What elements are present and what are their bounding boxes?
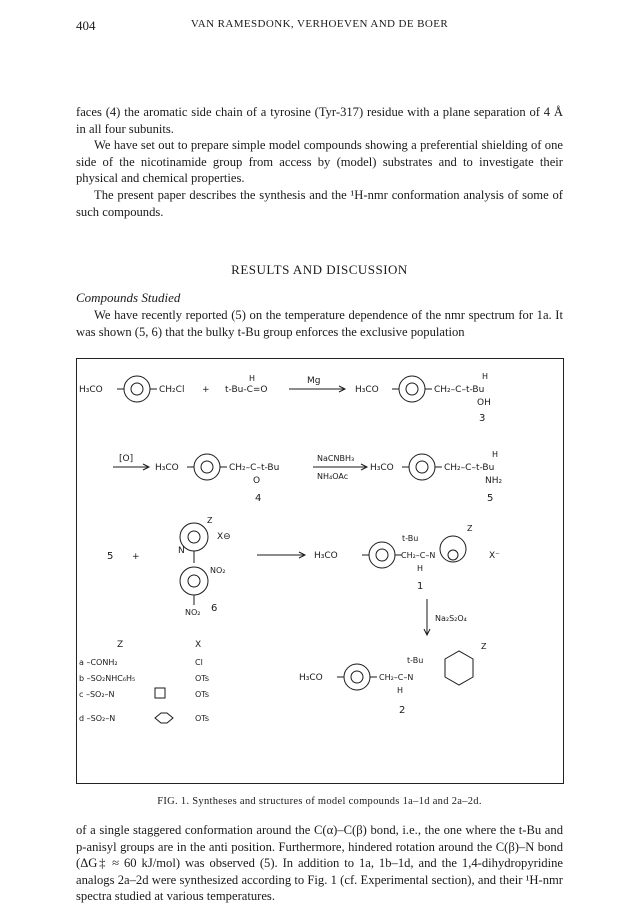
label-h3co-5: H₃CO [370,463,394,473]
reaction-scheme [77,359,563,783]
label-h-3: H [482,372,489,381]
label-no2-ortho: NO₂ [210,566,226,575]
label-oh: OH [477,398,491,408]
label-h-n-1: H [417,564,424,573]
label-nacnbh3: NaCNBH₃ [317,454,355,463]
label-h3co-3: H₃CO [355,385,379,395]
paragraph-aim: We have set out to prepare simple model compounds showing a preferential shielding of one side of the nicotinamide group from access by (model) substrates and to investigate their physical and chemical properties. [76,138,563,186]
label-h3co-1c: H₃CO [314,551,338,561]
label-x-6: X⊖ [217,532,231,542]
label-z-1: Z [467,524,473,533]
row-c-x: OTs [195,690,210,699]
section-title: RESULTS AND DISCUSSION [231,262,408,277]
compound-5-number: 5 [487,493,494,504]
label-h-aldehyde: H [249,374,256,383]
figure-1 [76,358,564,784]
row-d-z: d –SO₂–N [79,714,116,723]
paragraph-conformation: of a single staggered conformation around the C(α)–C(β) bond, i.e., the one where the t-Bu and p-anisyl groups are in the anti position. Furthermore, hindered rotation around the C(β)–N bond (ΔG‡ ≈ 60 kJ/mol) was observed (5). In addition to 1a, 1b–1d, and the 1,4-dihydropyridine analogs 2a–2d were synthesized according to Fig. 1 (cf. Experimental section), and their ¹H-nmr spectra studied at various temperatures. [76,823,563,904]
label-amine-5: 5 [107,551,114,562]
label-ch2-c-n-1: CH₂–C–N [401,551,436,560]
paragraph-scope: The present paper describes the synthesis and the ¹H-nmr conformation analysis of some of such compounds. [76,188,563,219]
label-z-2: Z [481,642,487,651]
paragraph-continuation: faces (4) the aromatic side chain of a tyrosine (Tyr-317) residue with a plane separation of 4 Å in all four subunits. [76,105,563,136]
label-tbu-2: t-Bu [407,656,424,665]
label-h3co-1: H₃CO [79,385,103,395]
running-authors: VAN RAMESDONK, VERHOEVEN AND DE BOER [190,18,449,30]
label-nh4oac: NH₄OAc [317,472,349,481]
label-plus-1: + [202,385,210,395]
label-nh2: NH₂ [485,476,503,486]
label-na2s2o4: Na₂S₂O₄ [435,614,467,623]
label-z-6: Z [207,516,213,525]
compound-3-number: 3 [479,413,486,424]
compound-4-number: 4 [255,493,262,504]
running-header [76,18,563,34]
label-mg: Mg [307,376,321,386]
column-x-header: X [195,640,202,650]
row-c-z: c –SO₂–N [79,690,115,699]
row-b-z: b –SO₂NHC₆H₅ [79,674,136,683]
label-h-5: H [492,450,499,459]
label-h3co-2: H₃CO [299,673,323,683]
label-plus-2: + [132,552,140,562]
row-d-x: OTs [195,714,210,723]
label-ch2-c-tbu-5: CH₂–C–t-Bu [444,463,495,473]
label-n-6: N [178,546,185,556]
label-ch2cl: CH₂Cl [159,385,185,395]
page-number: 404 [76,18,96,33]
figure-caption: FIG. 1. Syntheses and structures of model compounds 1a–1d and 2a–2d. [157,796,482,807]
label-tbu-1: t-Bu [402,534,419,543]
label-keto-o: O [253,476,261,486]
row-b-x: OTs [195,674,210,683]
label-ch2-c-tbu-3: CH₂–C–t-Bu [434,385,485,395]
row-a-x: Cl [195,658,203,667]
label-x-anion: X⁻ [489,551,500,561]
label-no2-para: NO₂ [185,608,201,617]
compound-1-number: 1 [417,581,424,592]
label-h-n-2: H [397,686,404,695]
label-h3co-4: H₃CO [155,463,179,473]
label-ch2-c-n-2: CH₂–C–N [379,673,414,682]
label-ch2-c-tbu-4: CH₂–C–t-Bu [229,463,280,473]
compound-6-number: 6 [211,603,218,614]
paragraph-compounds: We have recently reported (5) on the temperature dependence of the nmr spectrum for 1a. It was shown (5, 6) that the bulky t-Bu group enforces the exclusive population [76,308,563,339]
subsection-title: Compounds Studied [76,290,181,305]
column-z-header: Z [117,640,124,650]
label-oxidation: [O] [119,454,134,464]
compound-2-number: 2 [399,705,406,716]
label-tbu-cho: t-Bu-C=O [225,385,268,395]
row-a-z: a –CONH₂ [79,658,118,667]
